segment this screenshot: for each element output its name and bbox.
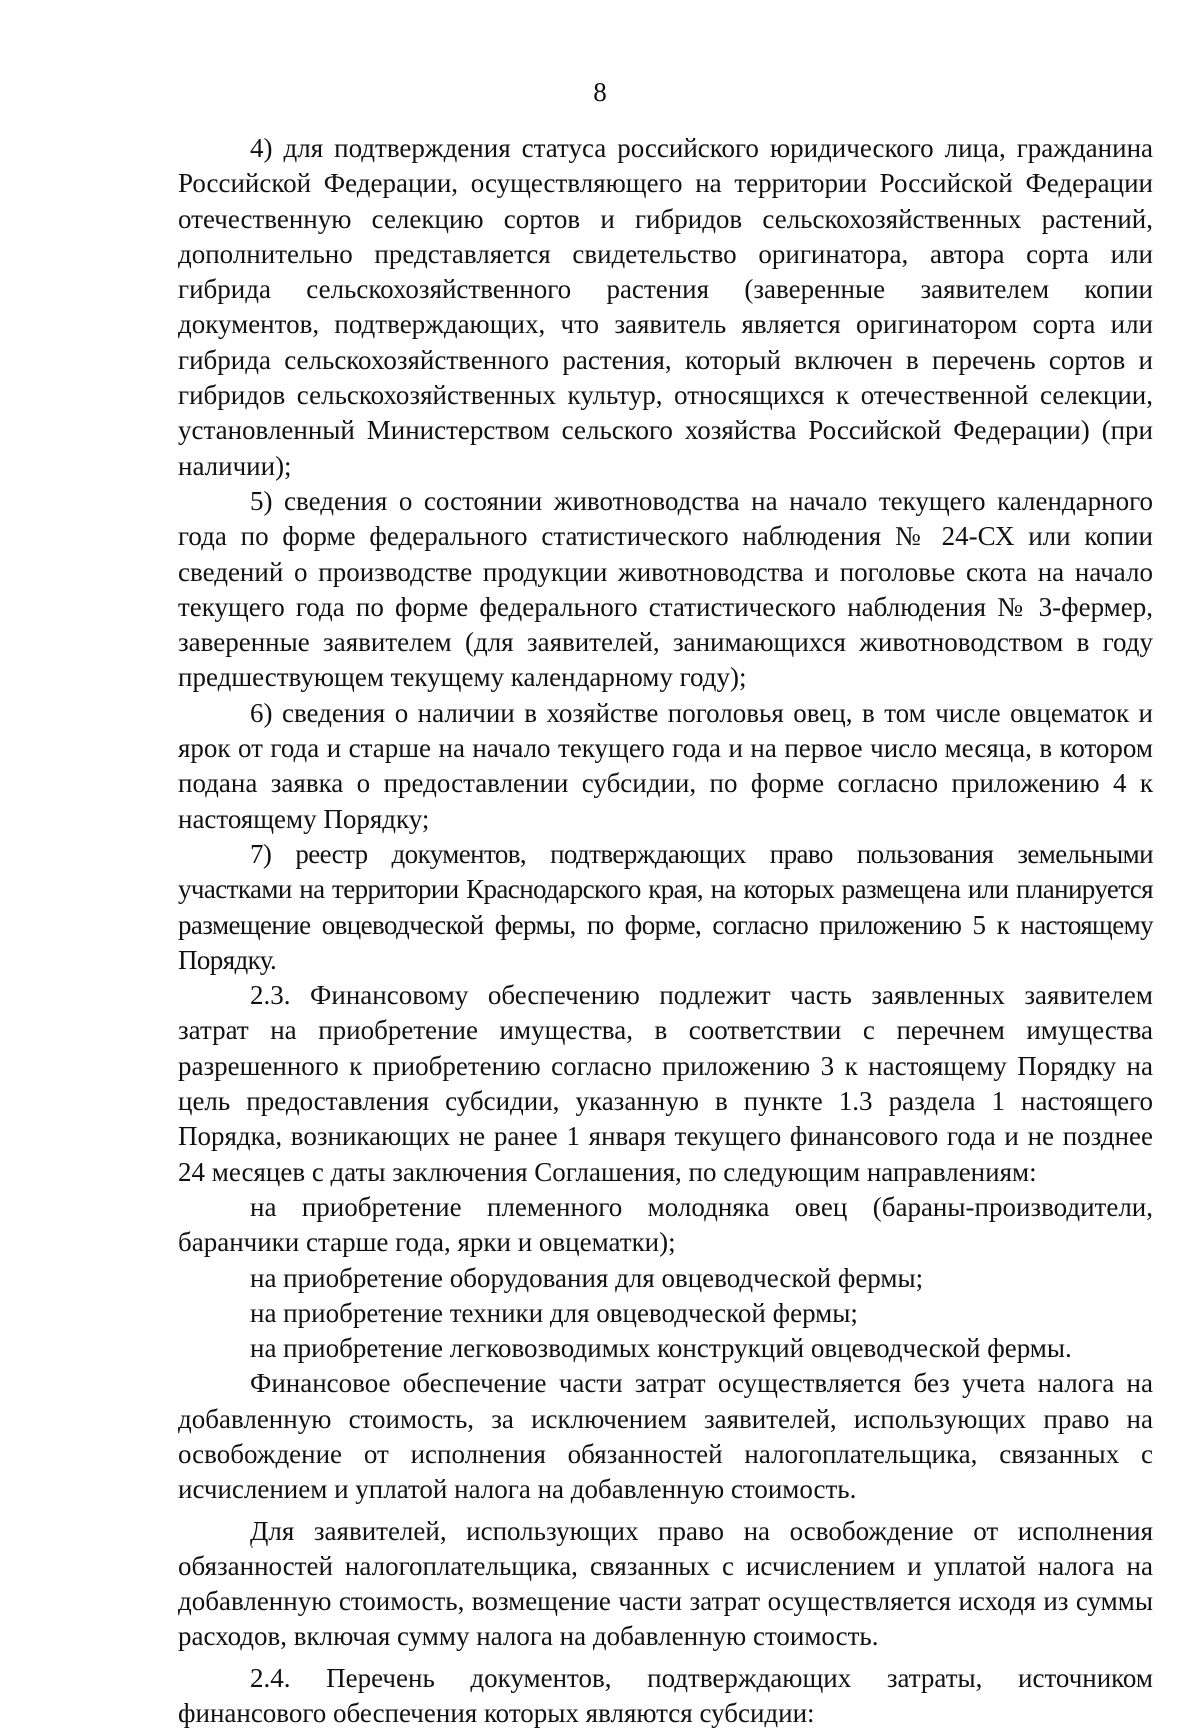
direction-machinery: на приобретение техники для овцеводческой фермы; [250,1297,858,1328]
paragraph-item-7: 7) реестр документов, подтверждающих право пользования земельными участками на территории Краснодарского края, на которых размещена или планируется размещение овцеводческой фермы, по форме, согласно приложению 5 к настоящему Порядку. [178,838,1153,975]
document-body [178,131,1153,1731]
paragraph-vat-inclusion: Для заявителей, использующих право на освобождение от исполнения обязанностей налогоплательщика, связанных с исчислением и уплатой налога на добавленную стоимость, возмещение части затрат осуществляется исходя из суммы расходов, включая сумму налога на добавленную стоимость. [178,1515,1153,1652]
direction-constructions: на приобретение легковозводимых конструкций овцеводческой фермы. [250,1333,1072,1364]
direction-equipment: на приобретение оборудования для овцеводческой фермы; [250,1262,924,1293]
paragraph-2-3: 2.3. Финансовому обеспечению подлежит часть заявленных заявителем затрат на приобретение имущества, в соответствии с перечнем имущества разрешенного к приобретению согласно приложению 3 к настоящему Порядку на цель предоставления субсидии, указанную в пункте 1.3 раздела 1 настоящего Порядка, возникающих не ранее 1 января текущего финансового года и не позднее 24 месяцев с даты заключения Соглашения, по следующим направлениям: [178,980,1153,1187]
page-number: 8 [593,77,607,107]
paragraph-vat-exclusion: Финансовое обеспечение части затрат осуществляется без учета налога на добавленную стоимость, за исключением заявителей, использующих право на освобождение от исполнения обязанностей налогоплательщика, связанных с исчислением и уплатой налога на добавленную стоимость. [178,1368,1153,1505]
paragraph-item-6: 6) сведения о наличии в хозяйстве поголовья овец, в том числе овцематок и ярок от года и старше на начало текущего года и на первое число месяца, в котором подана заявка о предоставлении субсидии, по форме согласно приложению 4 к настоящему Порядку; [178,697,1153,834]
paragraph-item-5: 5) сведения о состоянии животноводства на начало текущего календарного года по форме федерального статистического наблюдения № 24-СХ или копии сведений о производстве продукции животноводства и поголовье скота на начало текущего года по форме федерального статистического наблюдения № 3-фермер, заверенные заявителем (для заявителей, занимающихся животноводством в году предшествующем текущему календарному году); [178,485,1153,693]
direction-breeding-sheep: на приобретение племенного молодняка овец (бараны-производители, баранчики старше года, ярки и овцематки); [178,1191,1153,1258]
paragraph-2-4: 2.4. Перечень документов, подтверждающих затраты, источником финансового обеспечения которых являются субсидии: [178,1662,1153,1729]
scan-speck [251,1546,253,1548]
paragraph-item-4: 4) для подтверждения статуса российского юридического лица, гражданина Российской Федерации, осуществляющего на территории Российской Федерации отечественную селекцию сортов и гибридов сельскохозяйственных растений, дополнительно представляется свидетельство оригинатора, автора сорта или гибрида сельскохозяйственного растения (заверенные заявителем копии документов, подтверждающих, что заявитель является оригинатором сорта или гибрида сельскохозяйственного растения, который включен в перечень сортов и гибридов сельскохозяйственных культур, относящихся к отечественной селекции, установленный Министерством сельского хозяйства Российской Федерации) (при наличии); [178,133,1153,481]
